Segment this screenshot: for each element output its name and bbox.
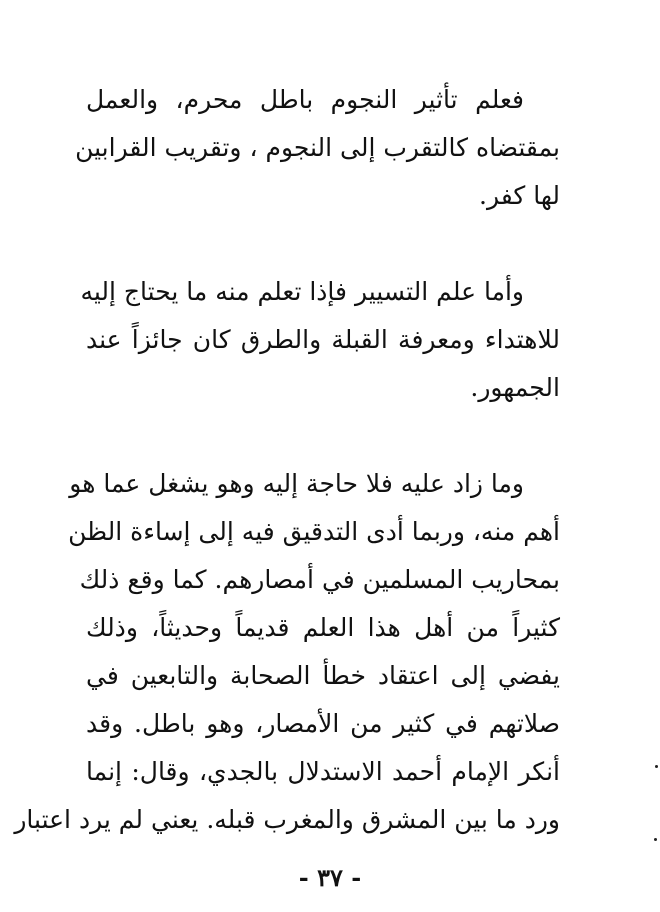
text-line: صلاتهم في كثير من الأمصار، وهو باطل. وقد [86,709,560,738]
text-line: يفضي إلى اعتقاد خطأ الصحابة والتابعين في [86,661,560,690]
page-number: - ٣٧ - [298,863,362,892]
text-line: وأما علم التسيير فإذا تعلم منه ما يحتاج إليه [80,277,524,306]
text-line: كثيراً من أهل هذا العلم قديماً وحديثاً، وذلك [86,613,560,642]
text-line: لها كفر. [479,181,560,210]
paragraph-3 [14,460,560,844]
paragraph-2 [80,268,560,412]
text-line: أنكر الإمام أحمد الاستدلال بالجدي، وقال: إنما [86,757,560,786]
text-line: الجمهور. [470,373,560,402]
text-line: للاهتداء ومعرفة القبلة والطرق كان جائزاً عند [86,325,560,354]
text-line: بمحاريب المسلمين في أمصارهم. كما وقع ذلك [79,565,560,594]
text-line: فعلم تأثير النجوم باطل محرم، والعمل [86,85,524,114]
paragraph-1 [75,76,560,220]
text-line: ورد ما بين المشرق والمغرب قبله. يعني لم يرد اعتبار [14,805,560,834]
scan-speck [655,765,658,768]
text-line: أهم منه، وربما أدى التدقيق فيه إلى إساءة الظن [68,517,560,546]
text-line: وما زاد عليه فلا حاجة إليه وهو يشغل عما هو [69,469,524,498]
text-line: بمقتضاه كالتقرب إلى النجوم ، وتقريب القرابين [75,133,560,162]
scan-speck [654,838,657,841]
